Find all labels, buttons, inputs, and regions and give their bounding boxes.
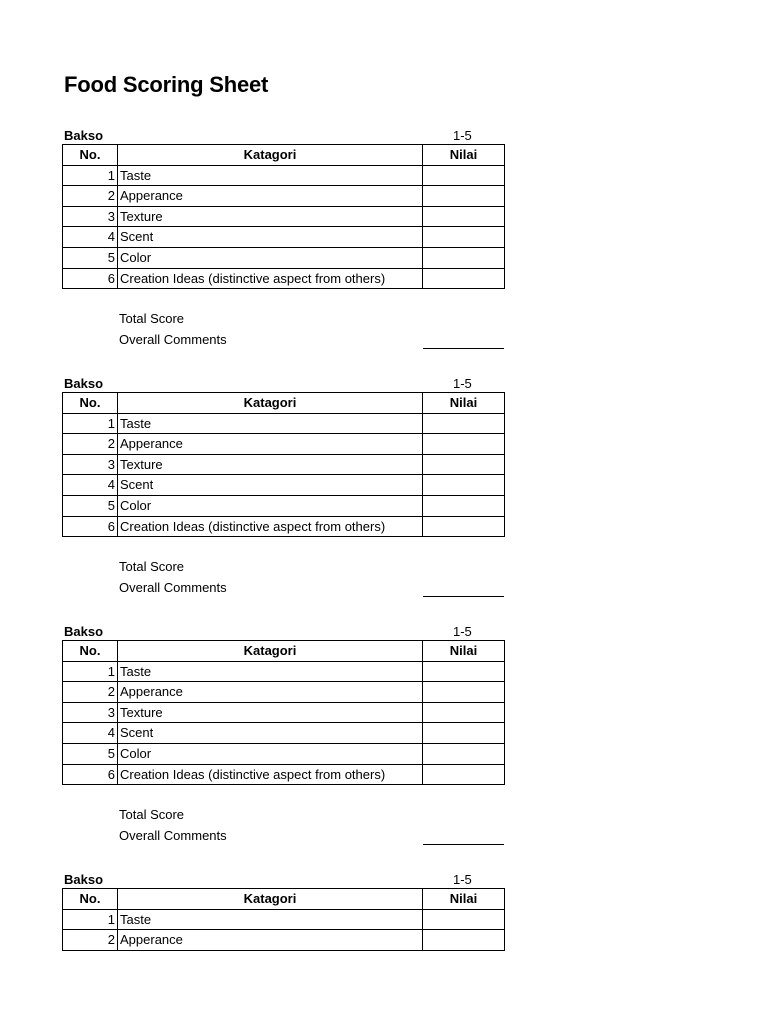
score-cell[interactable]	[423, 186, 505, 207]
table-row	[63, 930, 505, 951]
score-cell[interactable]	[423, 516, 505, 537]
food-name: Bakso	[64, 376, 104, 391]
table-row	[63, 702, 505, 723]
row-category: Taste	[118, 413, 423, 434]
overall-comments-label: Overall Comments	[119, 332, 227, 348]
table-row	[63, 268, 505, 289]
row-number: 1	[63, 413, 118, 434]
row-number: 2	[63, 186, 118, 207]
block-header	[62, 622, 504, 640]
score-table	[62, 392, 505, 537]
row-category: Taste	[118, 661, 423, 682]
row-category: Scent	[118, 723, 423, 744]
score-cell[interactable]	[423, 495, 505, 516]
score-cell[interactable]	[423, 413, 505, 434]
header-nilai: Nilai	[423, 641, 505, 662]
summary-section	[62, 537, 504, 596]
row-number: 3	[63, 702, 118, 723]
row-category: Scent	[118, 227, 423, 248]
table-row	[63, 227, 505, 248]
overall-comments-label: Overall Comments	[119, 828, 227, 844]
scoring-block	[62, 374, 504, 596]
table-row	[63, 434, 505, 455]
score-table	[62, 640, 505, 785]
comment-line[interactable]	[423, 844, 504, 845]
score-cell[interactable]	[423, 930, 505, 951]
row-category: Apperance	[118, 186, 423, 207]
block-header	[62, 126, 504, 144]
score-cell[interactable]	[423, 723, 505, 744]
table-row	[63, 516, 505, 537]
score-cell[interactable]	[423, 206, 505, 227]
row-number: 3	[63, 206, 118, 227]
header-no: No.	[63, 641, 118, 662]
summary-section	[62, 785, 504, 844]
table-row	[63, 743, 505, 764]
row-number: 5	[63, 247, 118, 268]
header-nilai: Nilai	[423, 393, 505, 414]
row-number: 1	[63, 909, 118, 930]
table-row	[63, 413, 505, 434]
row-category: Creation Ideas (distinctive aspect from others)	[118, 268, 423, 289]
score-cell[interactable]	[423, 227, 505, 248]
score-cell[interactable]	[423, 764, 505, 785]
table-row	[63, 247, 505, 268]
row-category: Texture	[118, 206, 423, 227]
comment-line[interactable]	[423, 348, 504, 349]
row-number: 4	[63, 227, 118, 248]
row-category: Color	[118, 743, 423, 764]
header-no: No.	[63, 393, 118, 414]
total-score-label: Total Score	[119, 311, 185, 327]
food-name: Bakso	[64, 128, 104, 143]
overall-comments-label: Overall Comments	[119, 580, 227, 596]
comment-line[interactable]	[423, 596, 504, 597]
table-header-row	[63, 641, 505, 662]
row-category: Texture	[118, 454, 423, 475]
header-no: No.	[63, 889, 118, 910]
score-table	[62, 144, 505, 289]
total-score-label: Total Score	[119, 807, 185, 823]
row-category: Texture	[118, 702, 423, 723]
header-nilai: Nilai	[423, 145, 505, 166]
table-row	[63, 495, 505, 516]
score-cell[interactable]	[423, 743, 505, 764]
row-category: Apperance	[118, 434, 423, 455]
row-category: Color	[118, 495, 423, 516]
table-header-row	[63, 889, 505, 910]
score-cell[interactable]	[423, 268, 505, 289]
table-row	[63, 165, 505, 186]
header-kategori: Katagori	[118, 641, 423, 662]
score-cell[interactable]	[423, 434, 505, 455]
scoring-block	[62, 870, 504, 951]
row-category: Creation Ideas (distinctive aspect from others)	[118, 516, 423, 537]
score-scale: 1-5	[453, 376, 472, 391]
row-number: 4	[63, 723, 118, 744]
table-header-row	[63, 393, 505, 414]
row-number: 5	[63, 743, 118, 764]
table-row	[63, 909, 505, 930]
block-header	[62, 374, 504, 392]
score-cell[interactable]	[423, 247, 505, 268]
table-row	[63, 475, 505, 496]
score-cell[interactable]	[423, 682, 505, 703]
food-name: Bakso	[64, 624, 104, 639]
score-scale: 1-5	[453, 128, 472, 143]
header-kategori: Katagori	[118, 393, 423, 414]
food-name: Bakso	[64, 872, 104, 887]
row-number: 6	[63, 764, 118, 785]
score-cell[interactable]	[423, 661, 505, 682]
table-row	[63, 764, 505, 785]
table-row	[63, 186, 505, 207]
table-row	[63, 682, 505, 703]
score-cell[interactable]	[423, 475, 505, 496]
row-number: 3	[63, 454, 118, 475]
row-number: 2	[63, 682, 118, 703]
table-row	[63, 206, 505, 227]
row-category: Apperance	[118, 930, 423, 951]
row-number: 1	[63, 661, 118, 682]
scoring-block	[62, 622, 504, 844]
row-category: Taste	[118, 165, 423, 186]
table-row	[63, 454, 505, 475]
scoring-block	[62, 126, 504, 348]
score-table	[62, 888, 505, 951]
score-scale: 1-5	[453, 872, 472, 887]
row-number: 2	[63, 434, 118, 455]
header-kategori: Katagori	[118, 145, 423, 166]
header-no: No.	[63, 145, 118, 166]
row-number: 4	[63, 475, 118, 496]
row-number: 6	[63, 268, 118, 289]
table-header-row	[63, 145, 505, 166]
page-title: Food Scoring Sheet	[64, 72, 269, 97]
row-number: 2	[63, 930, 118, 951]
header-kategori: Katagori	[118, 889, 423, 910]
row-category: Taste	[118, 909, 423, 930]
total-score-label: Total Score	[119, 559, 185, 575]
row-number: 1	[63, 165, 118, 186]
block-header	[62, 870, 504, 888]
row-number: 5	[63, 495, 118, 516]
score-scale: 1-5	[453, 624, 472, 639]
header-nilai: Nilai	[423, 889, 505, 910]
row-category: Scent	[118, 475, 423, 496]
table-row	[63, 661, 505, 682]
row-category: Apperance	[118, 682, 423, 703]
row-number: 6	[63, 516, 118, 537]
row-category: Creation Ideas (distinctive aspect from others)	[118, 764, 423, 785]
score-cell[interactable]	[423, 454, 505, 475]
score-cell[interactable]	[423, 909, 505, 930]
summary-section	[62, 289, 504, 348]
row-category: Color	[118, 247, 423, 268]
table-row	[63, 723, 505, 744]
score-cell[interactable]	[423, 165, 505, 186]
score-cell[interactable]	[423, 702, 505, 723]
